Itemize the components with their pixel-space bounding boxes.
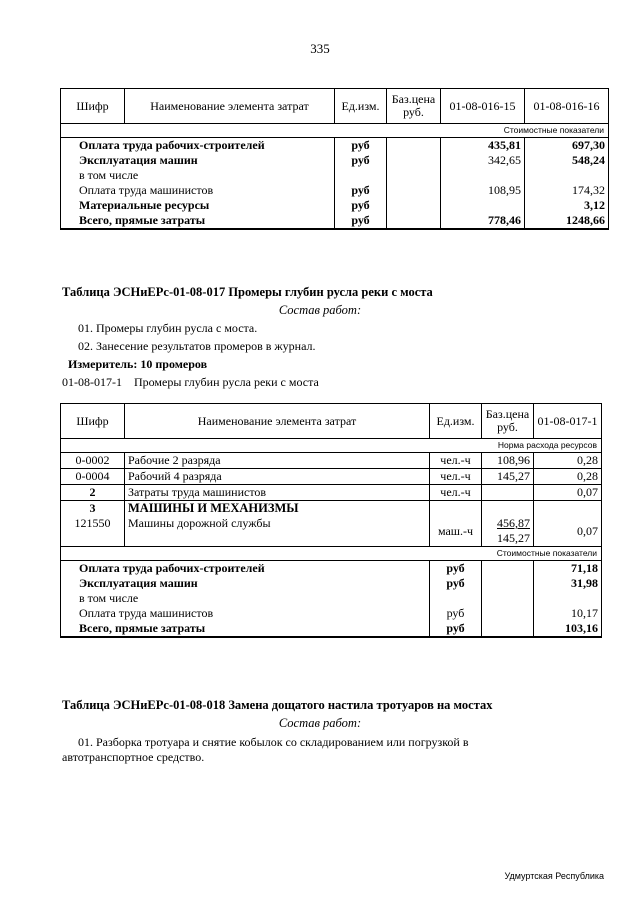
subheader-row bbox=[61, 439, 602, 453]
subheader-row bbox=[61, 124, 609, 138]
section-title-018: Таблица ЭСНиЕРс-01-08-018 Замена дощатого настила тротуаров на мостах bbox=[62, 698, 493, 712]
composition-label-018: Состав работ: bbox=[278, 716, 362, 730]
header-col-016-16: 01-08-016-16 bbox=[525, 89, 609, 124]
table-row: в том числе bbox=[61, 168, 609, 183]
table-header-row bbox=[61, 404, 602, 439]
header-base-price: Баз.цена руб. bbox=[482, 404, 534, 439]
header-col-017-1: 01-08-017-1 bbox=[534, 404, 602, 439]
table-row: 2 Затраты труда машинистов чел.-ч 0,07 bbox=[61, 485, 602, 501]
header-base-price: Баз.цена руб. bbox=[387, 89, 441, 124]
table-row: в том числе bbox=[61, 591, 602, 606]
work-step-1: 01. Промеры глубин русла с моста. bbox=[78, 321, 258, 335]
table-row: 0-0002 Рабочие 2 разряда чел.-ч 108,96 0,28 bbox=[61, 453, 602, 469]
header-col-016-15: 01-08-016-15 bbox=[441, 89, 525, 124]
work-step-2: 02. Занесение результатов промеров в журнал. bbox=[78, 339, 316, 353]
table-row: 0-0004 Рабочий 4 разряда чел.-ч 145,27 0,28 bbox=[61, 469, 602, 485]
meter-label: Измеритель: 10 промеров bbox=[68, 357, 208, 371]
table-row: Эксплуатация машин руб 31,98 bbox=[61, 576, 602, 591]
header-unit: Ед.изм. bbox=[335, 89, 387, 124]
table-header-row bbox=[61, 89, 609, 124]
subheader-cost: Стоимостные показатели bbox=[61, 547, 602, 561]
table-row: Материальные ресурсы руб 3,12 bbox=[61, 198, 609, 213]
machine-operator-price: 145,27 bbox=[497, 531, 530, 545]
table-row: Оплата труда машинистов руб 108,95 174,32 bbox=[61, 183, 609, 198]
subheader-norm: Норма расхода ресурсов bbox=[61, 439, 602, 453]
subheader-row bbox=[61, 547, 602, 561]
table-row: 3 МАШИНЫ И МЕХАНИЗМЫ bbox=[61, 501, 602, 517]
table-row: Оплата труда рабочих-строителей руб 71,18 bbox=[61, 561, 602, 577]
machine-price: 456,87 bbox=[497, 516, 530, 530]
page-number: 335 bbox=[310, 41, 330, 56]
table-row: Оплата труда рабочих-строителей руб 435,81 697,30 bbox=[61, 138, 609, 154]
section-title-017: Таблица ЭСНиЕРс-01-08-017 Промеры глубин русла реки с моста bbox=[62, 285, 433, 299]
work-step-018-line2: автотранспортное средство. bbox=[62, 750, 205, 764]
header-code: Шифр bbox=[61, 89, 125, 124]
table-row: 121550 Машины дорожной службы маш.-ч 456,87 145,27 0,07 bbox=[61, 516, 602, 547]
item-line: 01-08-017-1 Промеры глубин русла реки с моста bbox=[62, 375, 319, 389]
header-name: Наименование элемента затрат bbox=[125, 89, 335, 124]
header-name: Наименование элемента затрат bbox=[125, 404, 430, 439]
resource-table-017 bbox=[60, 403, 602, 638]
header-code: Шифр bbox=[61, 404, 125, 439]
work-step-018-line1: 01. Разборка тротуара и снятие кобылок со складированием или погрузкой в bbox=[78, 735, 469, 749]
subheader-cost: Стоимостные показатели bbox=[61, 124, 609, 138]
cost-table-016 bbox=[60, 88, 609, 230]
composition-label: Состав работ: bbox=[278, 303, 362, 317]
footer-region: Удмуртская Республика bbox=[504, 871, 604, 881]
header-unit: Ед.изм. bbox=[430, 404, 482, 439]
table-row: Всего, прямые затраты руб 778,46 1248,66 bbox=[61, 213, 609, 229]
table-row: Всего, прямые затраты руб 103,16 bbox=[61, 621, 602, 637]
table-row: Оплата труда машинистов руб 10,17 bbox=[61, 606, 602, 621]
table-row: Эксплуатация машин руб 342,65 548,24 bbox=[61, 153, 609, 168]
